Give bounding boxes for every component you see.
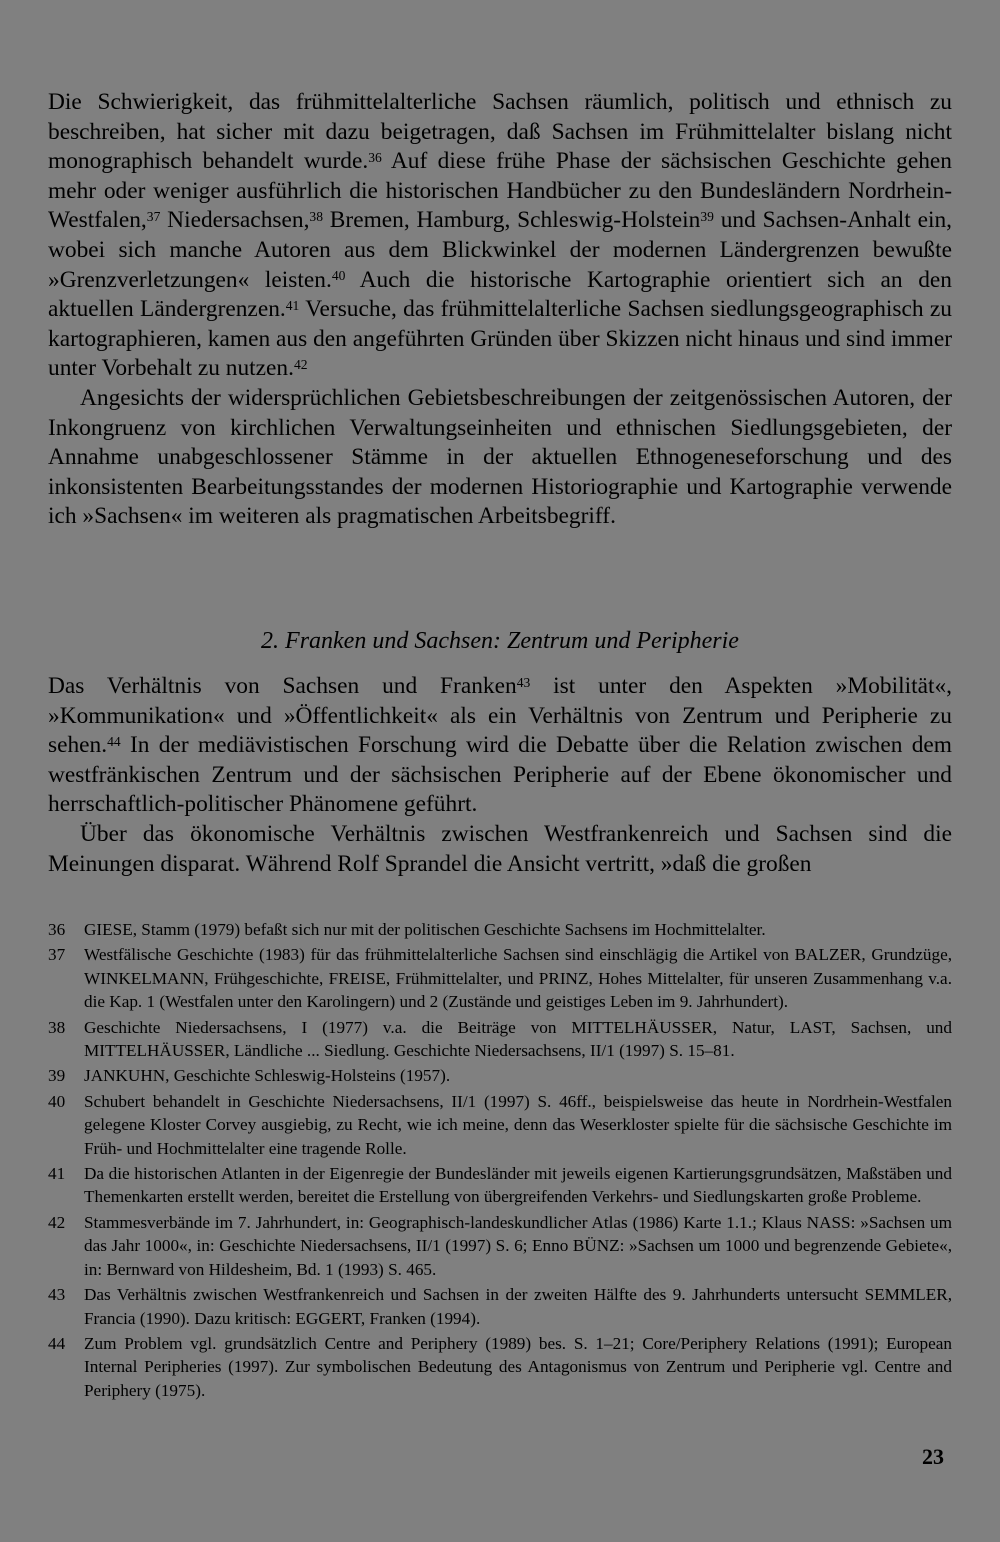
footnotes (48, 918, 952, 1404)
footnote-number: 42 (48, 1212, 66, 1232)
footnote-ref: 41 (285, 298, 300, 314)
footnote-number: 44 (48, 1333, 66, 1353)
footnote-text: JANKUHN, Geschichte Schleswig-Holsteins (1957). (84, 1066, 451, 1086)
footnote-text: GIESE, Stamm (1979) befaßt sich nur mit der politischen Geschichte Sachsens im Hochmittelalter. (84, 920, 766, 939)
footnote-ref: 37 (146, 209, 161, 225)
paragraph (48, 88, 952, 384)
footnote (48, 1090, 952, 1160)
footnote-ref: 39 (700, 209, 714, 225)
paragraph (48, 672, 952, 820)
footnote (48, 1211, 952, 1281)
text-run: Niedersachsen, (160, 207, 310, 234)
text-run: Auch die historische Kartographie orientiert sich an den aktuellen Ländergrenzen. (48, 266, 952, 323)
footnote-number: 41 (48, 1164, 66, 1184)
footnote-number: 43 (48, 1285, 66, 1305)
footnote (48, 918, 952, 941)
footnote (48, 943, 952, 1013)
text-run: Versuche, das frühmittelalterliche Sachsen siedlungsgeographisch zu kartographieren, kamen aus den angeführten Gründen über Skizzen nicht hinaus und sind immer unter Vorbehalt zu nutzen. (48, 296, 952, 382)
footnote-text: Das Verhältnis zwischen Westfrankenreich und Sachsen in der zweiten Hälfte des 9. Jahrhunderts untersucht SEMMLER, Francia (1990). Dazu kritisch: EGGERT, Franken (1994). (84, 1285, 952, 1328)
section-text (48, 672, 952, 879)
footnote-ref: 43 (516, 674, 531, 690)
paragraph: Angesichts der widersprüchlichen Gebietsbeschreibungen der zeitgenössischen Autoren, der Inkongruenz von kirchlichen Verwaltungseinheiten und ethnischen Siedlungsgebieten, der Annahme unabgeschlossener Stämme in der aktuellen Ethnogeneseforschung und des inkonsistenten Bearbeitungsstandes der modernen Historiographie und Kartographie verwende ich »Sachsen« im weiteren als pragmatischen Arbeitsbegriff. (48, 384, 952, 530)
footnote (48, 1283, 952, 1330)
footnote-text: Geschichte Niedersachsens, I (1977) v.a. die Beiträge von MITTELHÄUSSER, Natur, LAST, Sachsen, und MITTELHÄUSSER, Ländliche ... Siedlung. Geschichte Niedersachsens, II/1 (1997) S. 15–81. (84, 1017, 952, 1061)
text-run: In der mediävistischen Forschung wird die Debatte über die Relation zwischen dem westfränkischen Zentrum und der sächsischen Peripherie auf der Ebene ökonomischer und herrschaftlich-politischer Phänomene geführt. (48, 732, 952, 818)
footnote-number: 36 (48, 920, 66, 939)
footnote-number: 40 (48, 1091, 66, 1111)
footnote (48, 1064, 952, 1087)
footnote-text: Da die historischen Atlanten in der Eigenregie der Bundesländer mit jeweils eigenen Kartierungsgrundsätzen, Maßstäben und Themenkarten erstellt werden, bereitet die Erstellung von übergreifenden Verkehrs- und Siedlungskarten große Probleme. (84, 1164, 952, 1207)
footnote-number: 37 (48, 945, 66, 965)
footnote-ref: 36 (368, 150, 382, 166)
footnote-text: Schubert behandelt in Geschichte Niedersachsens, II/1 (1997) S. 46ff., beispielsweise das heute in Nordrhein-Westfalen gelegene Kloster Corvey ausgiebig, zu Recht, wie ich meine, denn das Weserkloster spielte für die sächsische Geschichte im Früh- und Hochmittelalter eine tragende Rolle. (84, 1091, 952, 1158)
text-run: ist unter den Aspekten »Mobilität«, »Kommunikation« und »Öffentlichkeit« als ein Verhältnis von Zentrum und Peripherie zu sehen. (48, 673, 952, 759)
text-run: und Sachsen-Anhalt ein, wobei sich manche Autoren aus dem Blickwinkel der modernen Ländergrenzen bewußte »Grenzverletzungen« leisten. (48, 207, 952, 293)
footnote (48, 1016, 952, 1063)
footnote-ref: 40 (331, 268, 346, 284)
footnote-ref: 44 (107, 734, 121, 750)
footnote-text: Westfälische Geschichte (1983) für das frühmittelalterliche Sachsen sind einschlägig die Artikel von BALZER, Grundzüge, WINKELMANN, Frühgeschichte, FREISE, Frühmittelalter, und PRINZ, Hohes Mittelalter, für unseren Zusammenhang v.a. die Kap. 1 (Westfalen unter den Karolingern) und 2 (Zustände und geistiges Leben im 9. Jahrhundert). (84, 945, 952, 1012)
footnote-text: Zum Problem vgl. grundsätzlich Centre and Periphery (1989) bes. S. 1–21; Core/Periphery Relations (1991); European Internal Peripheries (1997). Zur symbolischen Bedeutung des Antagonismus von Zentrum und Peripherie vgl. Centre and Periphery (1975). (84, 1333, 952, 1400)
text-run: Bremen, Hamburg, Schleswig-Holstein (322, 207, 701, 234)
footnote-ref: 42 (293, 357, 308, 373)
section-heading: 2. Franken und Sachsen: Zentrum und Peripherie (261, 628, 739, 654)
text-run: Das Verhältnis von Sachsen und Franken (48, 673, 517, 699)
footnote-number: 39 (48, 1066, 66, 1086)
paragraph: Über das ökonomische Verhältnis zwischen Westfrankenreich und Sachsen sind die Meinungen disparat. Während Rolf Sprandel die Ansicht vertritt, »daß die großen (48, 820, 952, 877)
page-number: 23 (922, 1444, 944, 1469)
footnote (48, 1332, 952, 1402)
footnote-text: Stammesverbände im 7. Jahrhundert, in: Geographisch-landeskundlicher Atlas (1986) Karte 1.1.; Klaus NASS: »Sachsen um das Jahr 1000«, in: Geschichte Niedersachsens, II/1 (1997) S. 6; Enno BÜNZ: »Sachsen um 1000 und begrenzende Gebiete«, in: Bernward von Hildesheim, Bd. 1 (1993) S. 465. (84, 1212, 952, 1279)
text-run: Auf diese frühe Phase der sächsischen Geschichte gehen mehr oder weniger ausführlich die historischen Handbücher zu den Bundesländern Nordrhein-Westfalen, (48, 148, 952, 234)
footnote (48, 1162, 952, 1209)
main-text (48, 88, 952, 532)
footnote-ref: 38 (309, 209, 323, 225)
footnote-number: 38 (48, 1017, 66, 1037)
text-run: Die Schwierigkeit, das frühmittelalterliche Sachsen räumlich, politisch und ethnisch zu beschreiben, hat sicher mit dazu beigetragen, daß Sachsen im Frühmittelalter bislang nicht monographisch behandelt wurde. (48, 89, 952, 175)
